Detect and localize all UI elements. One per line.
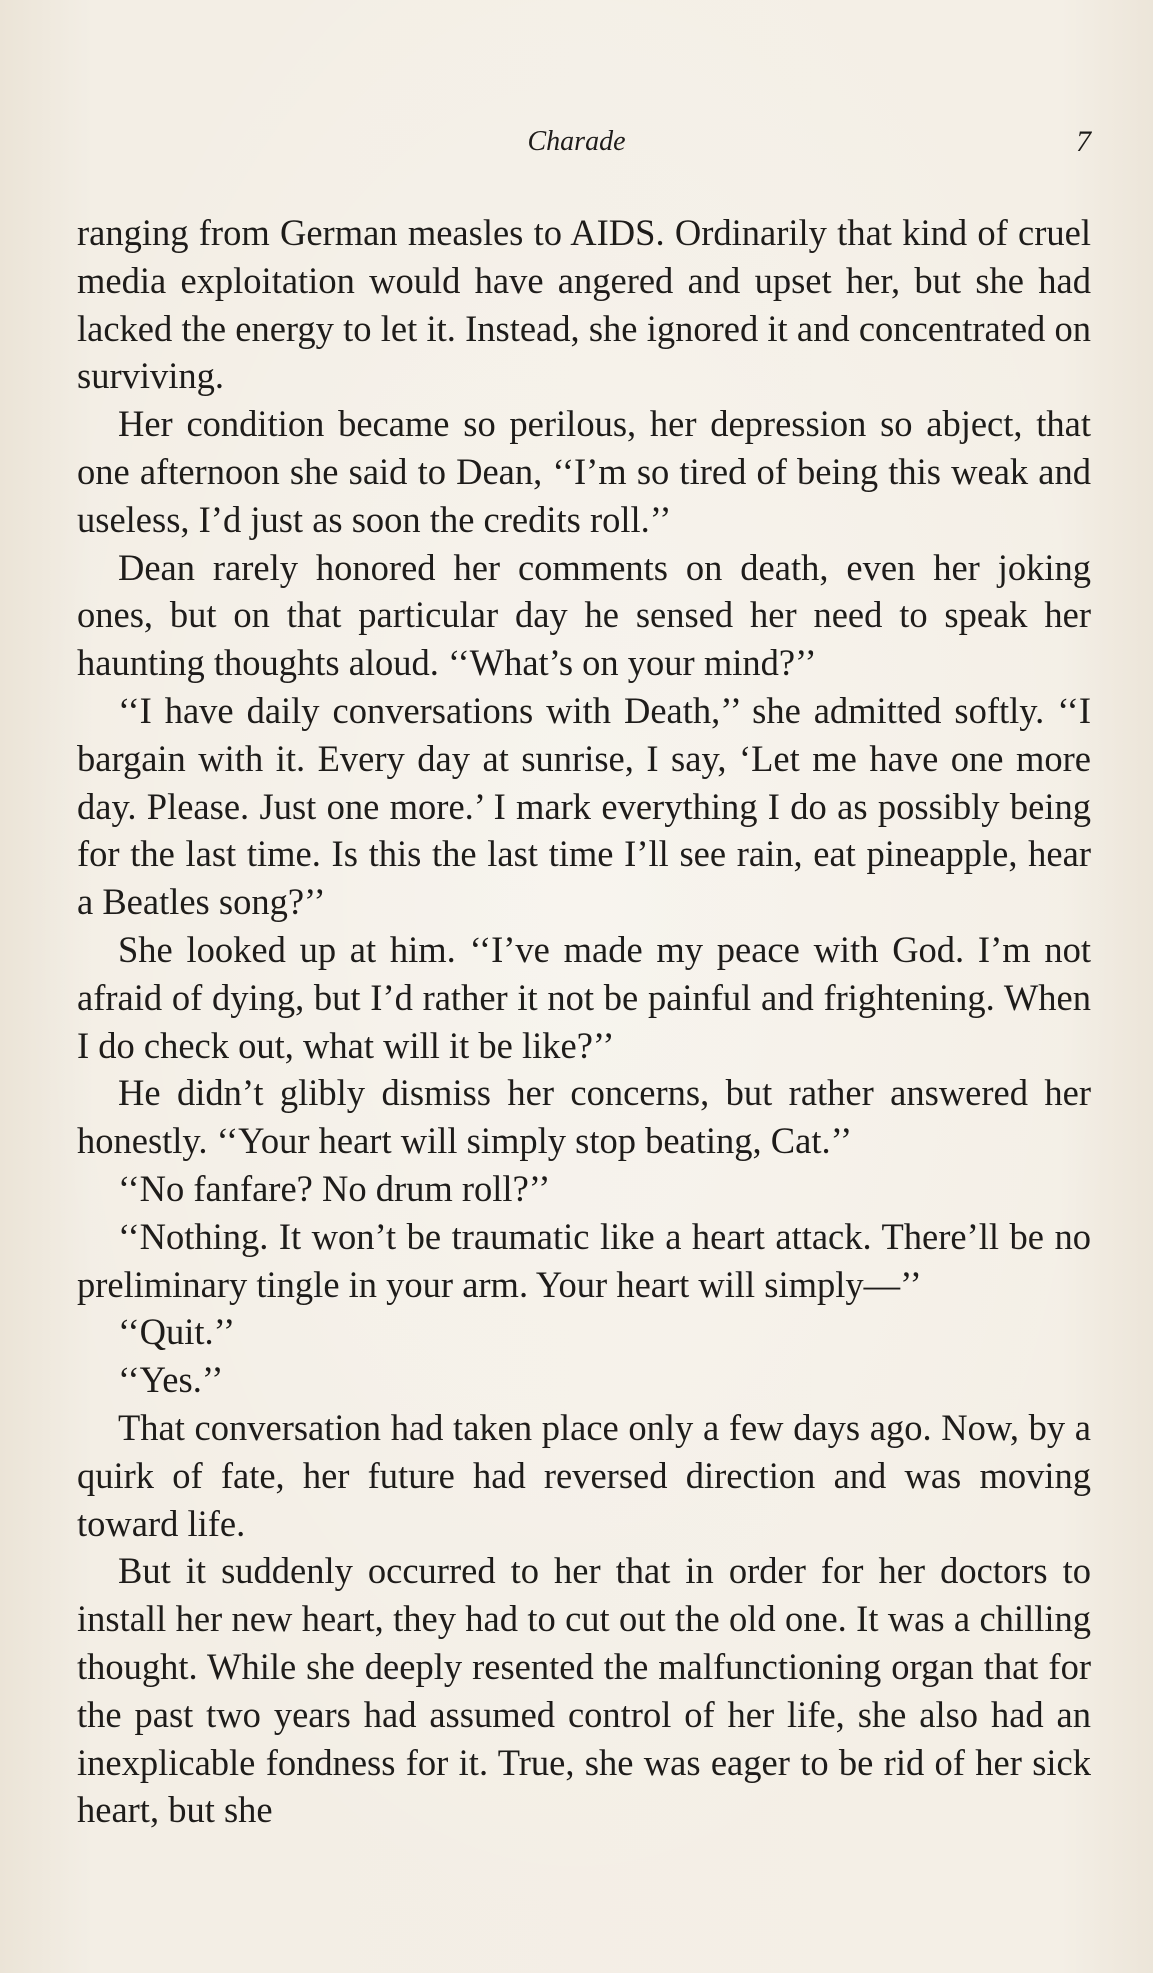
paragraph: That conversation had taken place only a few days ago. Now, by a quirk of fate, her future had reversed direction and was moving toward life. xyxy=(77,1406,1091,1544)
paragraph: He didn’t glibly dismiss her concerns, but rather answered her honestly. ‘‘Your heart will simply stop beating, Cat.’’ xyxy=(77,1072,1091,1162)
paragraph: ‘‘Yes.’’ xyxy=(118,1359,224,1401)
paragraph: ‘‘No fanfare? No drum roll?’’ xyxy=(118,1167,551,1209)
body-text xyxy=(77,209,1091,1834)
page-header xyxy=(0,122,1153,162)
paragraph: She looked up at him. ‘‘I’ve made my peace with God. I’m not afraid of dying, but I’d rather it not be painful and frightening. When I do check out, what will it be like?’’ xyxy=(77,928,1091,1066)
paragraph: ‘‘I have daily conversations with Death,’’ she admitted softly. ‘‘I bargain with it. Every day at sunrise, I say, ‘Let me have one more day. Please. Just one more.’ I mark everything I do as possibly being for the last time. Is this the last time I’ll see rain, eat pineapple, hear a Beatles song?’’ xyxy=(77,689,1091,923)
page-number: 7 xyxy=(1076,125,1091,158)
paragraph: But it suddenly occurred to her that in order for her doctors to install her new heart, they had to cut out the old one. It was a chilling thought. While she deeply resented the malfunctioning organ that for the past two years had assumed control of her life, she also had an inexplicable fondness for it. True, she was eager to be rid of her sick heart, but she xyxy=(77,1550,1091,1831)
running-title: Charade xyxy=(527,126,626,157)
paragraph: Dean rarely honored her comments on death, even her joking ones, but on that particular day he sensed her need to speak her haunting thoughts aloud. ‘‘What’s on your mind?’’ xyxy=(77,546,1091,684)
paragraph: ranging from German measles to AIDS. Ordinarily that kind of cruel media exploitation would have angered and upset her, but she had lacked the energy to let it. Instead, she ignored it and concentrated on surviving. xyxy=(77,212,1091,397)
paragraph: Her condition became so perilous, her depression so abject, that one afternoon she said to Dean, ‘‘I’m so tired of being this weak and useless, I’d just as soon the credits roll.’’ xyxy=(77,403,1091,540)
paragraph: ‘‘Nothing. It won’t be traumatic like a heart attack. There’ll be no preliminary tingle in your arm. Your heart will simply—’’ xyxy=(77,1215,1091,1305)
paragraph: ‘‘Quit.’’ xyxy=(118,1311,236,1353)
